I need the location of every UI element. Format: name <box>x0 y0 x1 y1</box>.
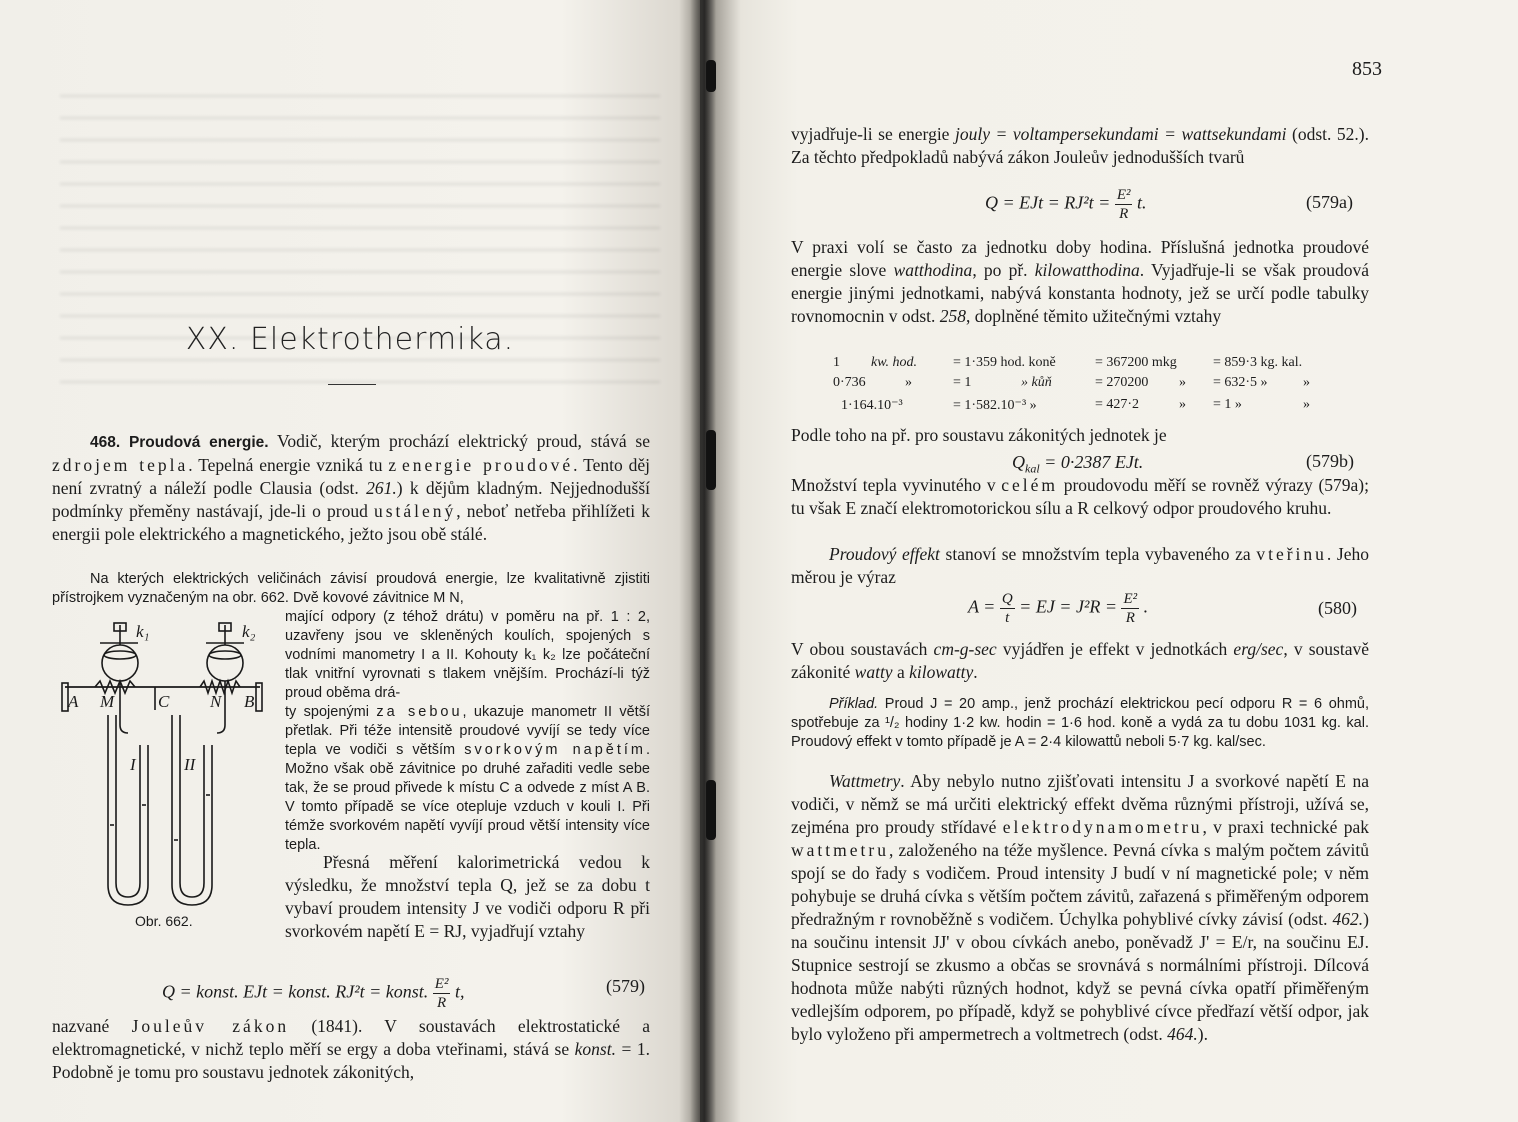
spaced-term: za sebou <box>376 704 463 720</box>
fraction-numerator: Q <box>1001 591 1013 607</box>
section-title: Proudová energie. <box>128 434 269 451</box>
text-run: , v soustavě zákonité <box>791 639 1369 682</box>
spaced-term: energie proudové <box>402 455 574 475</box>
term: watty <box>854 662 893 682</box>
spaced-term: celém <box>1001 475 1059 495</box>
table-cell: kw. hod. <box>871 355 918 370</box>
equation-text: t. <box>1136 192 1147 213</box>
equation-number-579a: (579a) <box>1306 192 1353 212</box>
table-cell: » kůň <box>1021 375 1052 390</box>
label-I: I <box>130 755 136 774</box>
manometer-II <box>172 715 212 905</box>
text-run: . Tepelná energie vzniká tu z <box>188 455 402 475</box>
text-run: a <box>892 662 910 682</box>
text-run: , ukazuje manometr II větší přetlak. Při téže intensitě proudové vyvíjí se tedy více tepla ve vodiči s větším <box>285 704 650 758</box>
spaced-term: zdrojem tepla <box>52 455 189 475</box>
watthour-paragraph <box>791 236 1369 328</box>
reference: 462. <box>1332 909 1364 929</box>
equation-subscript: kal <box>1025 461 1040 476</box>
equation-text: . <box>1143 596 1149 617</box>
label-A: A <box>68 692 79 711</box>
text-run: Na kterých elektrických veličinách závisí proudová energie, lze kvalitativně zjistiti přístrojkem vyznačeným na obr. 662. Dvě kovové závitnice M N, <box>52 571 650 606</box>
table-cell: = 270200 <box>1095 375 1149 390</box>
fraction-denominator: R <box>1125 610 1135 626</box>
spaced-term: elektrodynamometru <box>1002 817 1203 837</box>
label-C: C <box>158 692 170 711</box>
table-cell: 1·164.10⁻³ <box>841 398 903 413</box>
equation-text: = EJ = J²R = <box>1019 596 1117 617</box>
text-run: vyjadřuje-li se energie <box>791 124 955 144</box>
figure-caption: Obr. 662. <box>135 913 193 929</box>
section-number: 468. <box>90 434 121 451</box>
text-run: ) na součinu intensit JJ' v obou cívkách anebo, poněvadž J' = E/r, na součinu EJ. Stupnice sestrojí se zkusmo a občas se srovnává s normálními přístroji. Dílcová hodnota může nabýti různých hodnot, když se pevná cívka opatří přiměřeným vedlejším odporem, po případě, když se pohyblivé cívce předřazí větší odpor, jak bylo vyloženo při ampermetrech a voltmetrech (odst. <box>791 909 1369 1044</box>
table-cell: » <box>1303 375 1310 390</box>
equation-text: Q = konst. EJt = konst. RJ²t = konst. <box>162 981 429 1002</box>
lawful-units-line <box>791 424 1369 447</box>
page-number: 853 <box>1352 58 1382 80</box>
example-paragraph <box>791 695 1369 752</box>
equation-number-580: (580) <box>1318 598 1357 618</box>
term: kilowatty <box>909 662 974 682</box>
equation-number-579: (579) <box>606 976 645 996</box>
joule-law-paragraph <box>52 1015 650 1084</box>
reference: 261. <box>366 478 397 498</box>
equation-579 <box>162 975 464 1012</box>
term: Proudový effekt <box>829 544 940 564</box>
term: jouly = voltampersekundami = wattsekundami <box>954 124 1287 144</box>
table-cell: 0·736 <box>833 375 866 390</box>
label-M: M <box>100 692 115 711</box>
text-run: . Vyjadřuje-li se však proudová energie jinými jednotkami, nabývá konstanta hodnoty, jež se určí podle tabulky rovnomocnin v odst. <box>791 260 1369 326</box>
equation-text: Q = EJt = RJ²t = <box>985 192 1111 213</box>
fraction-numerator: E² <box>1116 187 1131 203</box>
label-k1: k₁ <box>136 622 150 641</box>
small-paragraph-beside-figure <box>285 608 650 855</box>
spaced-term: wattmetru <box>791 840 889 860</box>
reference: 258 <box>939 306 966 326</box>
text-run: , doplněné těmito užitečnými vztahy <box>966 306 1222 326</box>
text-run: Vodič, kterým prochází elektrický proud, stává se <box>268 431 650 451</box>
text-run: . Možno však obě závitnice po druhé zařaditi vedle sebe tak, že se proud přivede k místu C a odvede z míst A B. V tomto případě se více otepluje vzduch v kouli I. Při témže svorkovém napětí vyvíjí proud větší intensity více tepla. <box>285 742 650 853</box>
equation-text: Q <box>1012 452 1025 472</box>
text-run: . <box>973 662 978 682</box>
term: kilowatthodina <box>1034 260 1140 280</box>
table-cell: = 632·5 » <box>1213 375 1268 390</box>
units-paragraph <box>791 638 1369 684</box>
text-run: , po př. <box>972 260 1035 280</box>
small-paragraph-intro <box>52 570 650 608</box>
text-run: nazvané <box>52 1016 132 1036</box>
table-cell: 1 <box>833 355 840 370</box>
text-run: proudovodu měří se rovněž výrazy (579a); tu však E značí elektromotorickou sílu a R celkový odpor proudového kruhu. <box>791 475 1369 518</box>
text-run: , v praxi technické pak <box>1202 817 1369 837</box>
label-N: N <box>210 692 222 711</box>
text-run: (1841). V soustavách elektrostatické a elektromagnetické, v nichž teplo měří se ergy a doba vteřinami, stává se <box>52 1016 650 1059</box>
text-run: stanoví se množstvím tepla vybaveného za <box>939 544 1257 564</box>
equation-579a <box>985 186 1147 223</box>
calorimetry-paragraph <box>285 851 650 943</box>
text-run: Proud J = 20 amp., jenž prochází elektrickou pecí odporu R = 6 ohmů, spotřebuje za ¹/₂ hodiny 1·2 kw. hodin = 1·6 hod. koně a vydá za tu dobu 1031 kg. kal. Proudový effekt v tomto případě je A = 2·4 kilowattů neboli 5·7 kg. kal/sec. <box>791 696 1369 750</box>
apparatus-figure <box>60 615 275 915</box>
section-468-paragraph <box>52 430 650 546</box>
label-II: II <box>184 755 196 774</box>
fraction-denominator: R <box>1119 206 1129 222</box>
fraction-numerator: E² <box>434 976 449 992</box>
left-page <box>0 0 700 1122</box>
text-run: . Jeho měrou je výraz <box>791 544 1369 587</box>
text-run: (odst. 52.). Za těchto předpokladů nabývá zákon Jouleův jednodušších tvarů <box>791 124 1370 167</box>
text-run: ) k dějům kladným. Nejjednodušší podmínky přeměny nastávají, jde-li o proud <box>52 478 650 521</box>
current-effect-paragraph <box>791 543 1369 589</box>
table-cell: = 1·359 hod. koně <box>953 355 1056 370</box>
table-cell: = 1·582.10⁻³ » <box>953 398 1037 413</box>
text-run: Množství tepla vyvinutého v <box>791 475 1002 495</box>
text-run: V obou soustavách <box>791 639 934 659</box>
equation-number-579b: (579b) <box>1306 451 1354 471</box>
table-cell: = 367200 mkg <box>1095 355 1177 370</box>
fraction-denominator: R <box>437 995 447 1011</box>
equation-580 <box>968 590 1148 627</box>
spaced-term: ustálený <box>373 501 457 521</box>
label-k2: k₂ <box>242 622 256 641</box>
text-run: mající odpory (z téhož drátu) v poměru na př. 1 : 2, uzavřeny jsou ve skleněných koulích, spojených s vodními manometry I a II. Kohouty k₁ k₂ lze počáteční tlak vnitřní vyrovnati s tlakem vnějším. Prochází-li týž proud oběma drá- <box>285 609 650 701</box>
title-rule <box>328 384 376 385</box>
term: konst. <box>574 1039 616 1059</box>
text-run: vyjádřen je effekt v jednotkách <box>996 639 1234 659</box>
equation-text: t, <box>454 981 465 1002</box>
term: Wattmetry <box>829 771 901 791</box>
reference: 464. <box>1167 1024 1198 1044</box>
right-intro-paragraph <box>791 123 1369 169</box>
spaced-term: vteřinu <box>1256 544 1327 564</box>
text-run: , neboť netřeba přihlížeti k energii pole elektrického a magnetického, ježto jsou obě stálé. <box>52 501 650 544</box>
table-cell: = 1 <box>953 375 972 390</box>
equation-text: A = <box>968 596 996 617</box>
text-run: ty spojenými <box>285 704 377 720</box>
text-run: = 1. Podobně je tomu pro soustavu jednotek zákonitých, <box>52 1039 650 1082</box>
text-run: , založeného na téže myšlence. Pevná cívka s malým počtem závitů spojí se do řady s vodičem. Proud intensity J budí v ní magnetické pole; v něm pohybuje se druhá cívka s větším počtem závitů, zařazená s přiměřeným odporem předražným r rovnoběžně s vodičem. Úchylka pohyblivé cívky závisí (odst. <box>791 840 1369 929</box>
table-cell: » <box>1179 397 1186 412</box>
term: watthodina <box>893 260 973 280</box>
table-cell: = 427·2 <box>1095 397 1140 412</box>
example-label: Příklad. <box>829 696 879 712</box>
wattmeter-paragraph <box>791 770 1369 1046</box>
text-run: Přesná měření kalorimetrická vedou k výsledku, že množství tepla Q, jež se za dobu t vybaví proudem intensity J ve vodiči odporu R při svorkovém napětí E = RJ, vyjadřují vztahy <box>285 852 650 941</box>
manometer-I <box>108 715 148 905</box>
table-cell: » <box>1303 397 1310 412</box>
chapter-title: XX. Elektrothermika. <box>185 322 515 357</box>
text-run: . Tento děj není zvratný a náleží podle Clausia (odst. <box>52 455 650 498</box>
table-cell: = 1 » <box>1213 397 1242 412</box>
text-run: . Aby nebylo nutno zjišťovati intensitu J a svorkové napětí E na vodiči, v němž se má určiti elektrický effekt dvěma různými přístroji, užívá se, zejména pro proudy střídavé <box>791 771 1369 837</box>
heat-quantity-paragraph <box>791 474 1369 520</box>
label-B: B <box>244 692 255 711</box>
term: cm-g-sec <box>933 639 997 659</box>
text-run: ). <box>1197 1024 1208 1044</box>
term: erg/sec <box>1233 639 1284 659</box>
text-run: Podle toho na př. pro soustavu zákonitých jednotek je <box>791 425 1167 445</box>
table-cell: » <box>1179 375 1186 390</box>
book-gutter <box>690 0 716 1122</box>
fraction-denominator: t <box>1005 610 1010 626</box>
equation-text: = 0·2387 EJt. <box>1039 452 1144 472</box>
spaced-term: Jouleův zákon <box>131 1016 290 1036</box>
table-cell: = 859·3 kg. kal. <box>1213 355 1303 370</box>
fraction-numerator: E² <box>1123 591 1138 607</box>
spaced-term: svorkovým napětím <box>464 742 646 758</box>
table-cell: » <box>905 375 912 390</box>
text-run: V praxi volí se často za jednotku doby hodina. Příslušná jednotka proudové energie slove <box>791 237 1369 280</box>
